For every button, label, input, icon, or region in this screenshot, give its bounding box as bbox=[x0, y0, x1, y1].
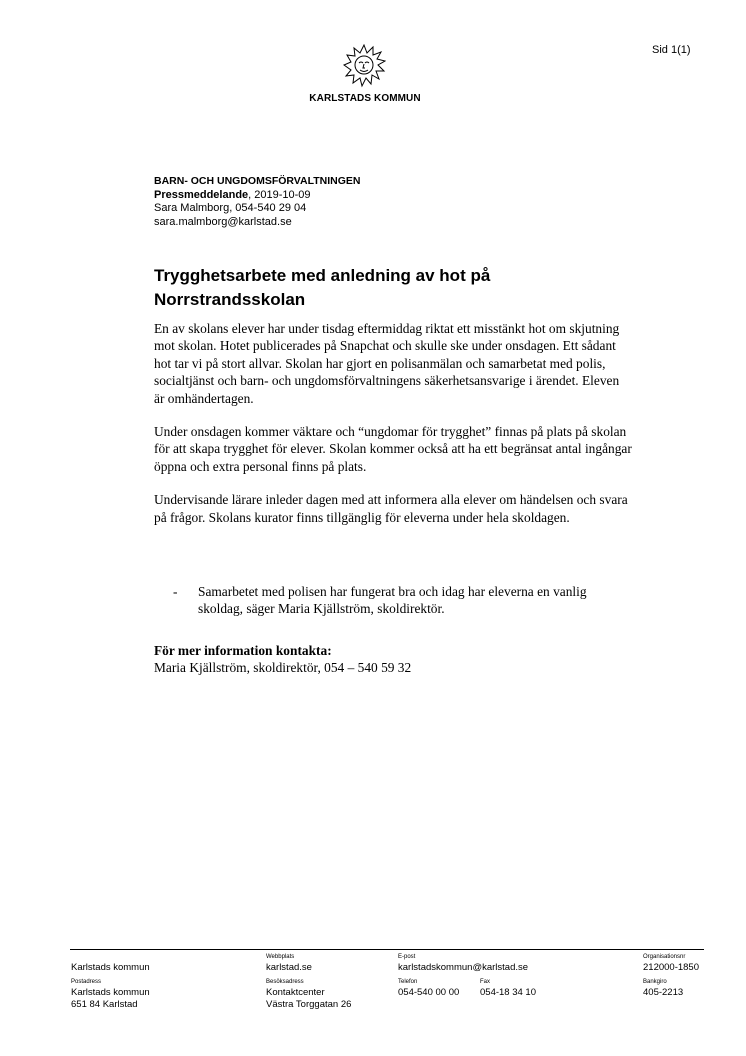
footer-label: Webbplats bbox=[266, 954, 295, 960]
page-number: Sid 1(1) bbox=[652, 44, 691, 56]
footer-label: Besöksadress bbox=[266, 979, 304, 985]
contact-email: sara.malmborg@karlstad.se bbox=[154, 215, 292, 228]
sun-logo-icon bbox=[342, 44, 386, 88]
footer-postadress: Karlstads kommun bbox=[71, 987, 150, 998]
quote-item bbox=[173, 583, 623, 618]
footer-telefon: 054-540 00 00 bbox=[398, 987, 460, 998]
footer-webbplats: karlstad.se bbox=[266, 962, 312, 973]
dash-bullet: - bbox=[173, 584, 178, 599]
footer-divider bbox=[70, 949, 704, 950]
footer-name: Karlstads kommun bbox=[71, 962, 150, 973]
press-date: , 2019-10-09 bbox=[248, 188, 311, 201]
headline: Trygghetsarbete med anledning av hot på Norrstrandsskolan bbox=[154, 266, 491, 309]
contact-title: För mer information kontakta: bbox=[154, 643, 332, 658]
footer-label: Fax bbox=[480, 979, 491, 985]
footer-label: Postadress bbox=[71, 979, 102, 985]
footer-besoksadress: Västra Torggatan 26 bbox=[266, 999, 352, 1010]
contact-person: Sara Malmborg, 054-540 29 04 bbox=[154, 202, 307, 215]
press-header bbox=[154, 175, 361, 229]
body-text bbox=[154, 320, 632, 542]
contact-line: Maria Kjällström, skoldirektör, 054 – 540 59 32 bbox=[154, 660, 412, 675]
footer-postadress: 651 84 Karlstad bbox=[71, 999, 138, 1010]
footer-bankgiro: 405-2213 bbox=[643, 987, 684, 998]
paragraph: En av skolans elever har under tisdag eftermiddag riktat ett misstänkt hot om skjutning mot skolan. Hotet publicerades på Snapchat och skulle ske under onsdagen. Ett sådant hot tar vi på stort allvar. Skolan har gjort en polisanmälan och samarbetat med polis, socialtjänst och barn- och ungdomsförvaltningens säkerhetsansvarige i ärendet. Eleven är omhändertagen. bbox=[154, 321, 620, 406]
footer-orgnr: 212000-1850 bbox=[643, 962, 699, 973]
footer-fax: 054-18 34 10 bbox=[480, 987, 536, 998]
footer-besoksadress: Kontaktcenter bbox=[266, 987, 325, 998]
press-type-line bbox=[154, 189, 361, 203]
contact-info bbox=[154, 642, 614, 676]
organization-name: KARLSTADS KOMMUN bbox=[309, 93, 421, 104]
press-type: Pressmeddelande bbox=[154, 188, 249, 201]
footer-label: Organisationsnr bbox=[643, 954, 686, 960]
footer-epost: karlstadskommun@karlstad.se bbox=[398, 962, 529, 973]
quote-text: Samarbetet med polisen har fungerat bra och idag har eleverna en vanlig skoldag, säger Maria Kjällström, skoldirektör. bbox=[198, 584, 587, 617]
paragraph: Under onsdagen kommer väktare och “ungdomar för trygghet” finnas på plats på skolan för att skapa trygghet för elever. Skolan kommer också att ha ett begränsat antal ingångar öppna och extra personal finns på plats. bbox=[154, 424, 632, 474]
footer-label: Bankgiro bbox=[643, 979, 667, 985]
footer-label: E-post bbox=[398, 954, 416, 960]
paragraph: Undervisande lärare inleder dagen med att informera alla elever om händelsen och svara på frågor. Skolans kurator finns tillgänglig för eleverna under hela skoldagen. bbox=[154, 492, 628, 525]
footer-label: Telefon bbox=[398, 979, 418, 985]
department: BARN- OCH UNGDOMSFÖRVALTNINGEN bbox=[154, 175, 361, 187]
